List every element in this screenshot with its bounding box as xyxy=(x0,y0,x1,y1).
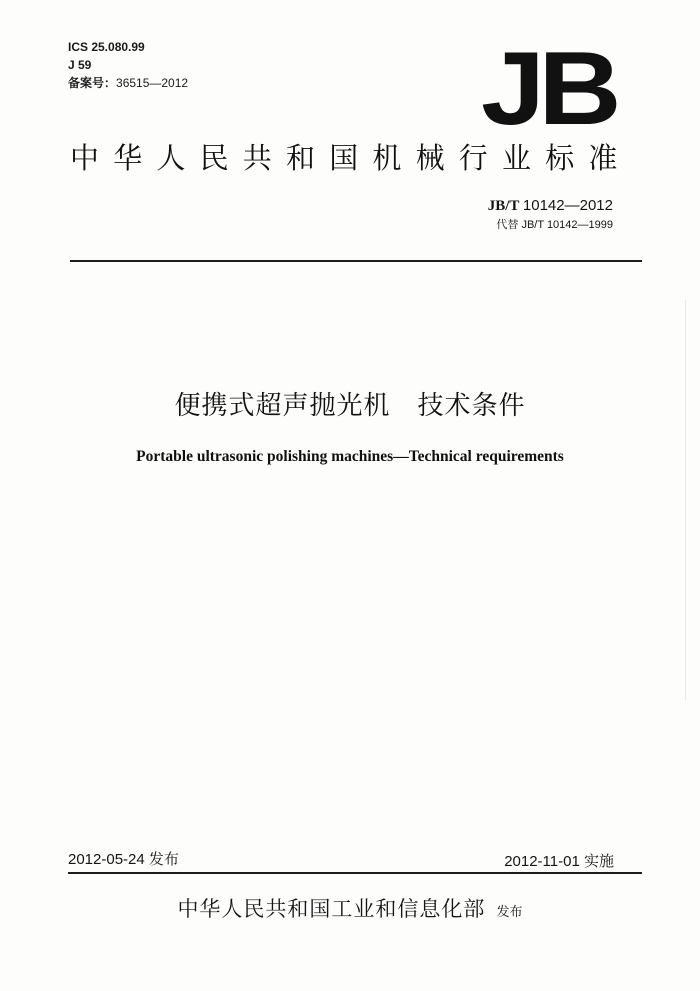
replaces-line xyxy=(488,217,613,234)
implementation-label: 实施 xyxy=(583,853,614,870)
header-divider xyxy=(70,260,642,262)
ics-code: ICS 25.080.99 xyxy=(68,40,145,54)
replaces-label: 代替 xyxy=(496,219,519,231)
jb-logo-text: JB xyxy=(481,42,618,132)
issue-date-line xyxy=(68,848,179,869)
document-title-chinese: 便携式超声抛光机 技术条件 xyxy=(174,391,526,421)
ccs-code: J 59 xyxy=(68,58,92,72)
implementation-date: 2012-11-01 xyxy=(504,853,580,870)
classification-block xyxy=(68,38,188,92)
standard-number: 10142—2012 xyxy=(522,197,613,214)
record-number-line xyxy=(68,74,188,92)
document-title-english: Portable ultrasonic polishing machines—Technical requirements xyxy=(136,448,564,465)
scan-edge-line xyxy=(685,300,686,700)
record-number: 36515—2012 xyxy=(116,76,189,90)
issuer-line xyxy=(0,893,700,923)
issuing-organization: 中华人民共和国工业和信息化部 xyxy=(177,897,486,921)
standard-number-line xyxy=(488,196,613,216)
implementation-date-line xyxy=(504,850,614,871)
issue-date: 2012-05-24 xyxy=(68,851,145,868)
record-number-label: 备案号： xyxy=(68,76,117,90)
jb-logo xyxy=(478,42,618,132)
replaced-standard: JB/T 10142—1999 xyxy=(521,219,613,231)
footer-divider xyxy=(68,872,642,874)
standard-number-block xyxy=(488,196,613,234)
industry-standard-title: 中华人民共和国机械行业标准 xyxy=(70,141,632,175)
issuer-action: 发布 xyxy=(496,905,523,920)
issue-label: 发布 xyxy=(148,851,179,868)
standard-prefix: JB/T xyxy=(487,198,520,214)
